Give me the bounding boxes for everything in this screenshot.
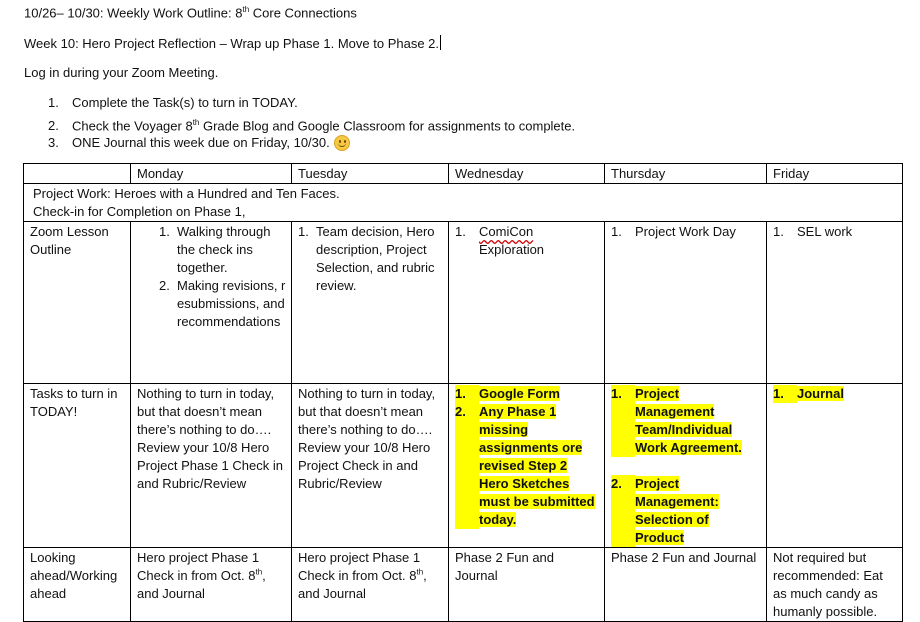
- table-row: [24, 184, 903, 222]
- day-header-wednesday: Wednesday: [449, 164, 605, 184]
- zoom-wednesday-cell: 1. ComiCon Exploration: [449, 222, 605, 384]
- tasks-thursday-cell: 1. Project Management Team/Individual Work Agreement. 2. Project Management: Selection of Product: [605, 384, 767, 548]
- document-title: 10/26– 10/30: Weekly Work Outline: 8th Core Connections: [24, 5, 357, 21]
- ahead-friday-cell: Not required but recommended: Eat as much candy as humanly possible.: [767, 548, 903, 622]
- zoom-thursday-cell: 1. Project Work Day: [605, 222, 767, 384]
- tasks-monday-cell: Nothing to turn in today, but that doesn’t mean there’s nothing to do…. Review your 10/8 Hero Project Phase 1 Check in and Rubric/Review: [131, 384, 292, 548]
- table-row: [24, 164, 903, 184]
- tasks-friday-cell: 1. Journal: [767, 384, 903, 548]
- ahead-monday-cell: Hero project Phase 1 Check in from Oct. 8th, and Journal: [131, 548, 292, 622]
- table-row: [24, 384, 903, 548]
- row-label-tasks: Tasks to turn in TODAY!: [24, 384, 131, 548]
- row-label-ahead: Looking ahead/Working ahead: [24, 548, 131, 622]
- table-row: [24, 222, 903, 384]
- day-header-friday: Friday: [767, 164, 903, 184]
- week-heading: Week 10: Hero Project Reflection – Wrap up Phase 1. Move to Phase 2.: [24, 36, 440, 51]
- table-corner-cell: [24, 164, 131, 184]
- project-work-cell: Project Work: Heroes with a Hundred and Ten Faces. Check-in for Completion on Phase 1,: [24, 184, 903, 222]
- day-header-monday: Monday: [131, 164, 292, 184]
- smiley-face-icon: [334, 135, 350, 151]
- tasks-wednesday-cell: 1. Google Form 2. Any Phase 1 missing assignments ore revised Step 2 Hero Sketches must be submitted today.: [449, 384, 605, 548]
- row-label-zoom: Zoom Lesson Outline: [24, 222, 131, 384]
- text-cursor: [440, 35, 441, 50]
- zoom-friday-cell: 1. SEL work: [767, 222, 903, 384]
- ahead-tuesday-cell: Hero project Phase 1 Check in from Oct. 8th, and Journal: [292, 548, 449, 622]
- day-header-thursday: Thursday: [605, 164, 767, 184]
- ahead-wednesday-cell: Phase 2 Fun and Journal: [449, 548, 605, 622]
- zoom-tuesday-cell: 1. Team decision, Hero description, Project Selection, and rubric review.: [292, 222, 449, 384]
- table-row: [24, 548, 903, 622]
- login-note: Log in during your Zoom Meeting.: [24, 65, 219, 80]
- task-list: [48, 93, 575, 153]
- day-header-tuesday: Tuesday: [292, 164, 449, 184]
- zoom-monday-cell: 1. Walking through the check ins together. 2. Making revisions, resubmissions, and recommendations: [131, 222, 292, 384]
- weekly-plan-table: [23, 163, 903, 622]
- list-item: 2. Check the Voyager 8th Grade Blog and Google Classroom for assignments to complete.: [48, 118, 576, 134]
- tasks-tuesday-cell: Nothing to turn in today, but that doesn’t mean there’s nothing to do…. Review your 10/8 Hero Project Check in and Rubric/Review: [292, 384, 449, 548]
- ahead-thursday-cell: Phase 2 Fun and Journal: [605, 548, 767, 622]
- list-item: 3. ONE Journal this week due on Friday, 10/30.: [48, 133, 575, 153]
- list-item: 1. Complete the Task(s) to turn in TODAY.: [48, 95, 298, 110]
